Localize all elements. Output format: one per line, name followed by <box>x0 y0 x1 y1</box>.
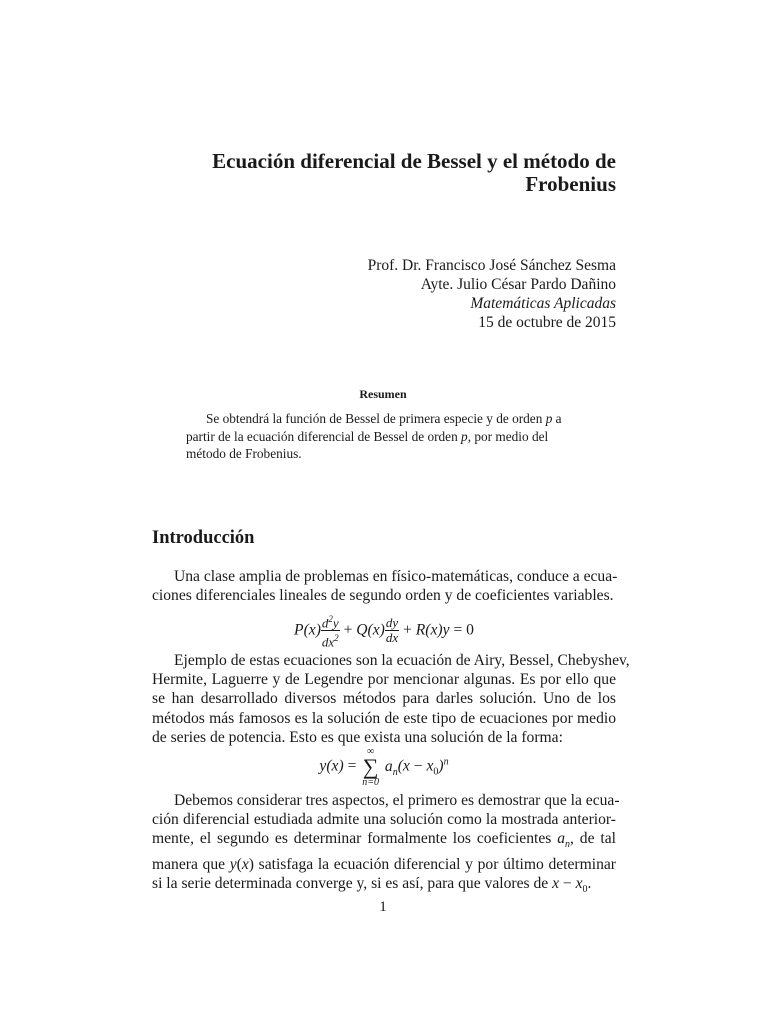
paragraph-line: Ejemplo de estas ecuaciones son la ecuación de Airy, Bessel, Chebyshev, <box>174 652 630 669</box>
abstract-body <box>186 410 581 463</box>
author-1: Prof. Dr. Francisco José Sánchez Sesma <box>367 257 616 274</box>
fraction: $\frac{d^2y}{dx^2}$ <box>321 614 339 650</box>
paragraph-line: si la serie determinada converge y, si es así, para que valores de $x - x_0$. <box>152 874 592 896</box>
author-2: Ayte. Julio César Pardo Dañino <box>420 276 616 293</box>
fraction: $\frac{dy}{dx}$ <box>385 615 399 646</box>
paragraph-line: ción diferencial estudiada admite una solución como la mostrada anterior- <box>152 811 616 829</box>
summation: ∞ ∑ n=0 <box>362 746 380 788</box>
paragraph-line: manera que y(x) satisfaga la ecuación diferencial y por último determinar <box>152 855 616 873</box>
paragraph-line: métodos más famosos es la solución de este tipo de ecuaciones por medio <box>152 709 616 727</box>
paragraph-3 <box>152 791 620 899</box>
page-number: 1 <box>379 899 387 915</box>
paragraph-line: Debemos considerar tres aspectos, el primero es demostrar que la ecua- <box>174 792 620 809</box>
title-line-1: Ecuación diferencial de Bessel y el método de <box>212 149 616 173</box>
equation-1: P(x) $\frac{d^2y}{dx^2}$ + Q(x) $\frac{dy}{dx}$ + R(x)y = 0 <box>294 614 474 650</box>
paragraph-1 <box>152 567 616 605</box>
abstract-heading: Resumen <box>359 387 407 401</box>
paragraph-line: Hermite, Laguerre y de Legendre por mencionar algunas. Es por ello que <box>152 671 616 689</box>
paragraph-line: ciones diferenciales lineales de segundo orden y de coeficientes variables. <box>152 587 614 605</box>
paragraph-2 <box>152 651 630 747</box>
paper-title <box>150 150 616 196</box>
date: 15 de octubre de 2015 <box>478 314 616 331</box>
affiliation: Matemáticas Aplicadas <box>470 295 616 312</box>
section-heading: Introducción <box>152 528 255 548</box>
abstract-line: método de Frobenius. <box>186 446 302 461</box>
equation-2: y(x) = ∞ ∑ n=0 $a_n(x - x_0)^n$ <box>319 746 449 788</box>
paragraph-line: de series de potencia. Esto es que exista una solución de la forma: <box>152 728 563 746</box>
title-line-2: Frobenius <box>525 172 616 196</box>
paragraph-line: Una clase amplia de problemas en físico-matemáticas, conduce a ecua- <box>174 568 618 585</box>
paragraph-line: mente, el segundo es determinar formalmente los coeficientes $a_n$, de tal <box>152 830 617 851</box>
abstract-line: Se obtendrá la función de Bessel de primera especie y de orden p a <box>206 411 562 426</box>
author-block <box>300 256 616 332</box>
abstract-line: partir de la ecuación diferencial de Bessel de orden p, por medio del <box>186 428 549 444</box>
paragraph-line: se han desarrollado diversos métodos para darles solución. Uno de los <box>152 690 616 708</box>
